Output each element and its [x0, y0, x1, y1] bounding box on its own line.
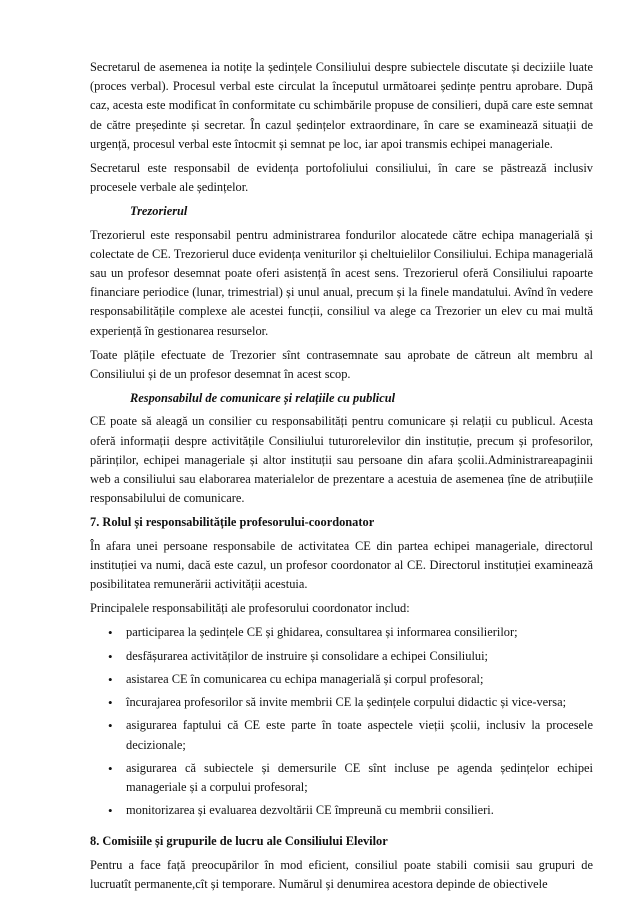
- responsibilities-list: [90, 623, 593, 820]
- list-item: • încurajarea profesorilor să invite membrii CE la ședințele corpului didactic și vice-versa;: [90, 693, 593, 712]
- paragraph-trezorier-responsabil: Trezorierul este responsabil pentru administrarea fondurilor alocatede către echipa managerială și colectate de CE. Trezorierul duce evidența veniturilor și cheltuielilor Consiliului. Echipa managerială sau un profesor desemnat poate oferi asistență în acest sens. Trezorierul oferă Consiliului rapoarte financiare periodice (lunar, trimestrial) și unul anual, precum și la finele mandatului. Avînd în vedere responsabilitățile complexe ale acestei funcții, consiliul va alege ca Trezorier un elev cu mai multă experiență în gestionarea resurselor.: [90, 227, 593, 338]
- list-item: • asistarea CE în comunicarea cu echipa managerială și corpul profesoral;: [90, 670, 593, 689]
- list-item: • asigurarea faptului că CE este parte în toate aspectele vieții școlii, inclusiv la procesele decizionale;: [108, 718, 593, 752]
- subheading-comunicare: Responsabilul de comunicare și relațiile cu publicul: [130, 391, 396, 406]
- paragraph-comisii: Pentru a face față preocupărilor în mod eficient, consiliul poate stabili comisii sau grupuri de lucruatît permanente,cît și temporare. Numărul și denumirea acestora depinde de obiectivele: [90, 857, 593, 891]
- list-item: • asigurarea că subiectele și demersurile CE sînt incluse pe agenda ședințelor echipei manageriale și a corpului profesoral;: [108, 760, 593, 794]
- bullet-icon: •: [108, 625, 113, 641]
- section-heading-7: 7. Rolul și responsabilitățile profesorului-coordonator: [90, 515, 375, 530]
- bullet-icon: •: [108, 695, 113, 711]
- subheading-trezorier: Trezorierul: [130, 204, 188, 219]
- bullet-icon: •: [108, 648, 113, 664]
- section-heading-8: 8. Comisiile și grupurile de lucru ale Consiliului Elevilor: [90, 834, 388, 849]
- bullet-icon: •: [108, 803, 113, 819]
- paragraph-profesor-coordonator: În afara unei persoane responsabile de activitatea CE din partea echipei manageriale, directorul instituției va numi, dacă este cazul, un profesor coordonator al CE. Directorul instituției examinează posibilitatea remunerării activității acestuia.: [90, 538, 593, 592]
- paragraph-responsabilitati-intro: Principalele responsabilități ale profesorului coordonator includ:: [90, 601, 410, 616]
- paragraph-secretar-portofoliu: Secretarul este responsabil de evidența portofoliului consiliului, în care se păstrează inclusiv procesele verbale ale ședințelor.: [90, 161, 593, 195]
- bullet-icon: •: [108, 671, 113, 687]
- bullet-icon: •: [108, 760, 113, 776]
- paragraph-comunicare: CE poate să aleagă un consilier cu responsabilități pentru comunicare și relații cu publicul. Acesta oferă informații despre activitățile Consiliului tuturorelevilor din instituție, precum și profesorilor, părinților, echipei manageriale și altor instituții sau persoane din afara școlii.Administrareapaginii web a consiliului sau elaborarea materialelor de prezentare a acestuia de asemenea țîne de atribuțiile responsabilului de comunicare.: [90, 414, 593, 506]
- paragraph-trezorier-plati: Toate plățile efectuate de Trezorier sînt contrasemnate sau aprobate de cătreun alt membru al Consiliului și de un profesor desemnat în acest scop.: [90, 347, 593, 382]
- bullet-icon: •: [108, 718, 113, 734]
- list-item: • monitorizarea și evaluarea dezvoltării CE împreună cu membrii consilieri.: [90, 801, 593, 820]
- list-item: • desfășurarea activităților de instruire și consolidare a echipei Consiliului;: [90, 647, 593, 666]
- document-page: [90, 58, 593, 899]
- paragraph-secretar-notite: Secretarul de asemenea ia notițe la ședințele Consiliului despre subiectele discutate și deciziile luate (proces verbal). Procesul verbal este circulat la începutul următoarei ședințe pentru aprobare. După caz, acesta este modificat în conformitate cu schimbările propuse de consilieri, după care este semnat de către președinte și secretar. În cazul ședințelor extraordinare, în care se examinează situații de urgență, procesul verbal este întocmit și semnat pe loc, iar apoi transmis echipei manageriale.: [90, 60, 593, 151]
- list-item: • participarea la ședințele CE și ghidarea, consultarea și informarea consilierilor;: [90, 623, 593, 642]
